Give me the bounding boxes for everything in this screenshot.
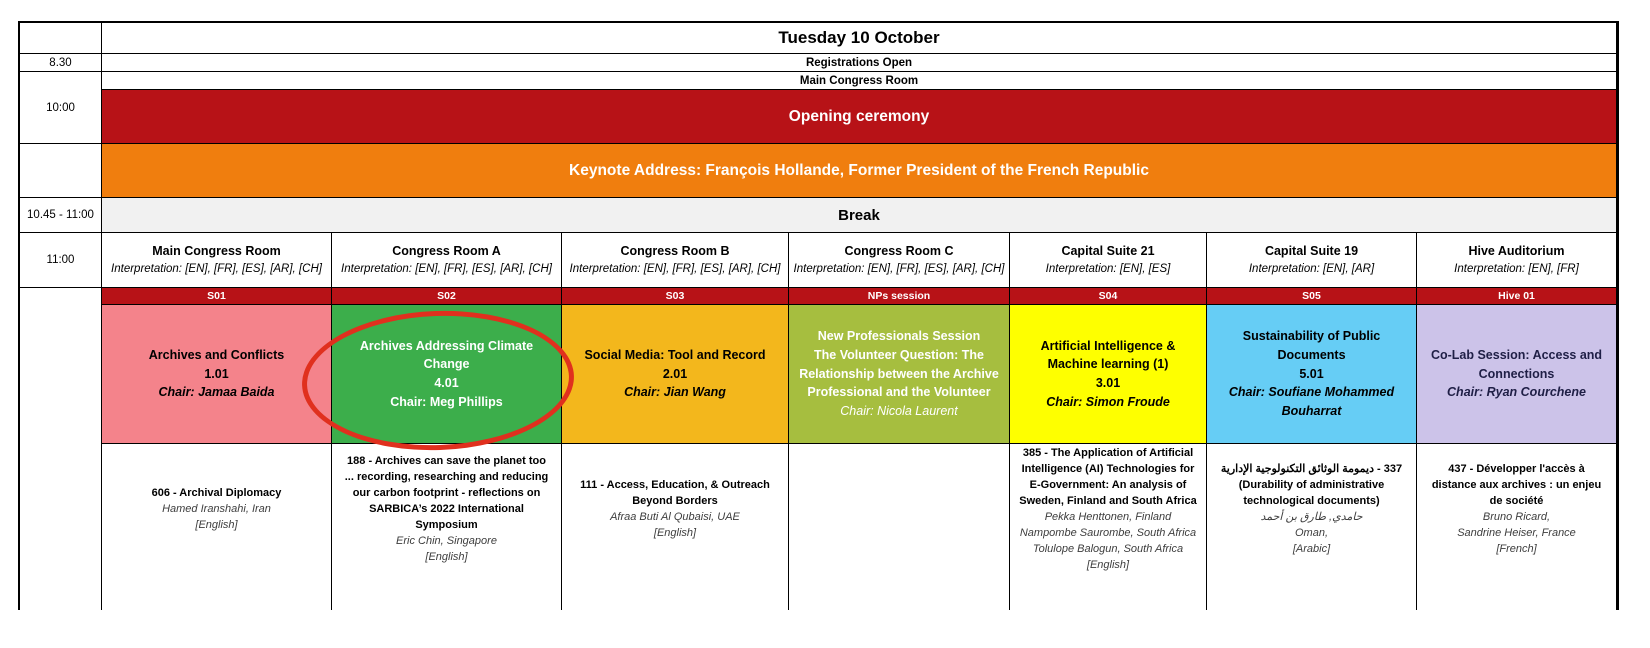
- session-block-ai-machine-learning: [1010, 305, 1207, 444]
- paper-language: [French]: [1496, 542, 1537, 555]
- room-name: Congress Room C: [844, 244, 954, 258]
- room-header-congress-room-b: [562, 233, 789, 288]
- room-interpretation: Interpretation: [EN], [FR]: [1454, 262, 1579, 275]
- room-header-main-congress-room: [102, 233, 332, 288]
- paper-language: [English]: [425, 550, 468, 563]
- time-break: 10.45 - 11:00: [20, 198, 102, 233]
- session-number: 5.01: [1299, 366, 1324, 381]
- session-chair: Chair: Ryan Courchene: [1447, 385, 1586, 400]
- paper-author: Pekka Henttonen, Finland: [1044, 511, 1172, 523]
- room-interpretation: Interpretation: [EN], [FR], [ES], [AR], [CH]: [111, 262, 322, 275]
- paper-cell-empty-nps: [789, 444, 1010, 610]
- room-header-capital-suite-21: [1010, 233, 1207, 288]
- paper-title-arabic: 337 - ديمومة الوثائق التكنولوجية الإدارية: [1220, 463, 1403, 476]
- keynote-banner: Keynote Address: François Hollande, Former President of the French Republic: [102, 144, 1617, 198]
- room-name: Hive Auditorium: [1468, 244, 1565, 258]
- session-title: Artificial Intelligence & Machine learning (1): [1040, 338, 1176, 372]
- paper-cell-437: [1417, 444, 1617, 610]
- time-opening: 10:00: [20, 72, 102, 144]
- room-name: Congress Room B: [620, 244, 730, 258]
- session-chair: Chair: Nicola Laurent: [840, 404, 958, 419]
- session-code-s05: S05: [1207, 288, 1417, 305]
- session-subtitle: The Volunteer Question: The Relationship between the Archive Professional and the Volunteer: [799, 347, 999, 400]
- session-code-s01: S01: [102, 288, 332, 305]
- time-sessions: 11:00: [20, 233, 102, 288]
- paper-author-arabic: حامدي, طارق بن أحمد: [1260, 511, 1363, 523]
- paper-language: [English]: [195, 518, 238, 531]
- paper-title: 385 - The Application of Artificial Intelligence (AI) Technologies for E-Government: An analysis of Sweden, Finland and South Africa: [1019, 447, 1197, 508]
- opening-ceremony-banner: Opening ceremony: [102, 90, 1617, 144]
- session-title: Co-Lab Session: Access and Connections: [1430, 347, 1603, 381]
- main-congress-room-strip: Main Congress Room: [102, 72, 1617, 90]
- room-header-hive-auditorium: [1417, 233, 1617, 288]
- paper-language: [Arabic]: [1292, 542, 1331, 555]
- session-title: Social Media: Tool and Record: [584, 347, 766, 362]
- session-code-hive01: Hive 01: [1417, 288, 1617, 305]
- paper-cell-188: [332, 444, 562, 610]
- session-chair: Chair: Simon Froude: [1046, 394, 1170, 409]
- session-chair: Chair: Jian Wang: [624, 385, 726, 400]
- session-code-s03: S03: [562, 288, 789, 305]
- paper-author: Nampombe Saurombe, South Africa: [1019, 526, 1197, 539]
- time-registrations: 8.30: [20, 54, 102, 72]
- session-code-s04: S04: [1010, 288, 1207, 305]
- session-chair: Chair: Soufiane Mohammed Bouharrat: [1228, 385, 1395, 419]
- room-interpretation: Interpretation: [EN], [AR]: [1248, 262, 1375, 275]
- paper-cell-111: [562, 444, 789, 610]
- room-header-congress-room-c: [789, 233, 1010, 288]
- paper-cell-606: [102, 444, 332, 610]
- session-code-nps: NPs session: [789, 288, 1010, 305]
- session-code-s02: S02: [332, 288, 562, 305]
- session-block-social-media: [562, 305, 789, 444]
- session-block-sustainability-public-documents: [1207, 305, 1417, 444]
- room-name: Capital Suite 19: [1264, 244, 1359, 258]
- paper-author: Afraa Buti Al Qubaisi, UAE: [610, 511, 740, 523]
- room-interpretation: Interpretation: [EN], [ES]: [1045, 262, 1171, 275]
- paper-author: Tolulope Balogun, South Africa: [1032, 542, 1184, 555]
- room-interpretation: Interpretation: [EN], [FR], [ES], [AR], [CH]: [793, 262, 1005, 275]
- paper-title: 188 - Archives can save the planet too ... recording, researching and reducing our carbon footprint - reflections on SARBICA’s 2022 International Symposium: [344, 455, 549, 531]
- session-number: 4.01: [434, 376, 459, 390]
- paper-author: Sandrine Heiser, France: [1457, 526, 1576, 539]
- paper-author: Oman,: [1294, 526, 1328, 539]
- session-number: 3.01: [1095, 376, 1121, 390]
- session-title: New Professionals Session: [817, 329, 981, 344]
- paper-title-translation: (Durability of administrative technological documents): [1238, 479, 1385, 508]
- room-interpretation: Interpretation: [EN], [FR], [ES], [AR], [CH]: [341, 262, 552, 275]
- paper-author: Eric Chin, Singapore: [396, 534, 497, 547]
- room-interpretation: Interpretation: [EN], [FR], [ES], [AR], [CH]: [569, 262, 781, 275]
- empty-corner-cell: [20, 23, 102, 54]
- session-number: 1.01: [204, 366, 229, 381]
- paper-title: 111 - Access, Education, & Outreach Beyond Borders: [580, 479, 770, 508]
- paper-title: 437 - Développer l'accès à distance aux archives : un enjeu de société: [1431, 463, 1602, 508]
- break-banner: Break: [102, 198, 1617, 233]
- session-number: 2.01: [662, 366, 688, 381]
- room-header-capital-suite-19: [1207, 233, 1417, 288]
- empty-time-cell-bottom: [20, 288, 102, 610]
- paper-language: [English]: [1086, 558, 1130, 571]
- session-title: Sustainability of Public Documents: [1242, 329, 1381, 362]
- date-title: Tuesday 10 October: [102, 23, 1617, 54]
- empty-time-cell-keynote: [20, 144, 102, 198]
- session-title: Archives and Conflicts: [148, 347, 285, 362]
- session-chair: Chair: Jamaa Baida: [158, 385, 275, 400]
- schedule-table: [18, 21, 1619, 610]
- paper-author: Bruno Ricard,: [1482, 511, 1551, 523]
- session-block-co-lab: [1417, 305, 1617, 444]
- registrations-open-label: Registrations Open: [102, 54, 1617, 72]
- paper-author: Hamed Iranshahi, Iran: [162, 503, 271, 516]
- room-name: Capital Suite 21: [1061, 244, 1155, 258]
- session-chair: Chair: Meg Phillips: [390, 394, 503, 409]
- paper-language: [English]: [653, 526, 697, 539]
- room-header-congress-room-a: [332, 233, 562, 288]
- paper-cell-385: [1010, 444, 1207, 610]
- session-title: Archives Addressing Climate Change: [359, 338, 534, 372]
- paper-title: 606 - Archival Diplomacy: [151, 487, 282, 500]
- room-name: Main Congress Room: [152, 244, 281, 258]
- session-block-new-professionals: [789, 305, 1010, 444]
- session-block-archives-and-conflicts: [102, 305, 332, 444]
- paper-cell-337: [1207, 444, 1417, 610]
- room-name: Congress Room A: [392, 244, 501, 258]
